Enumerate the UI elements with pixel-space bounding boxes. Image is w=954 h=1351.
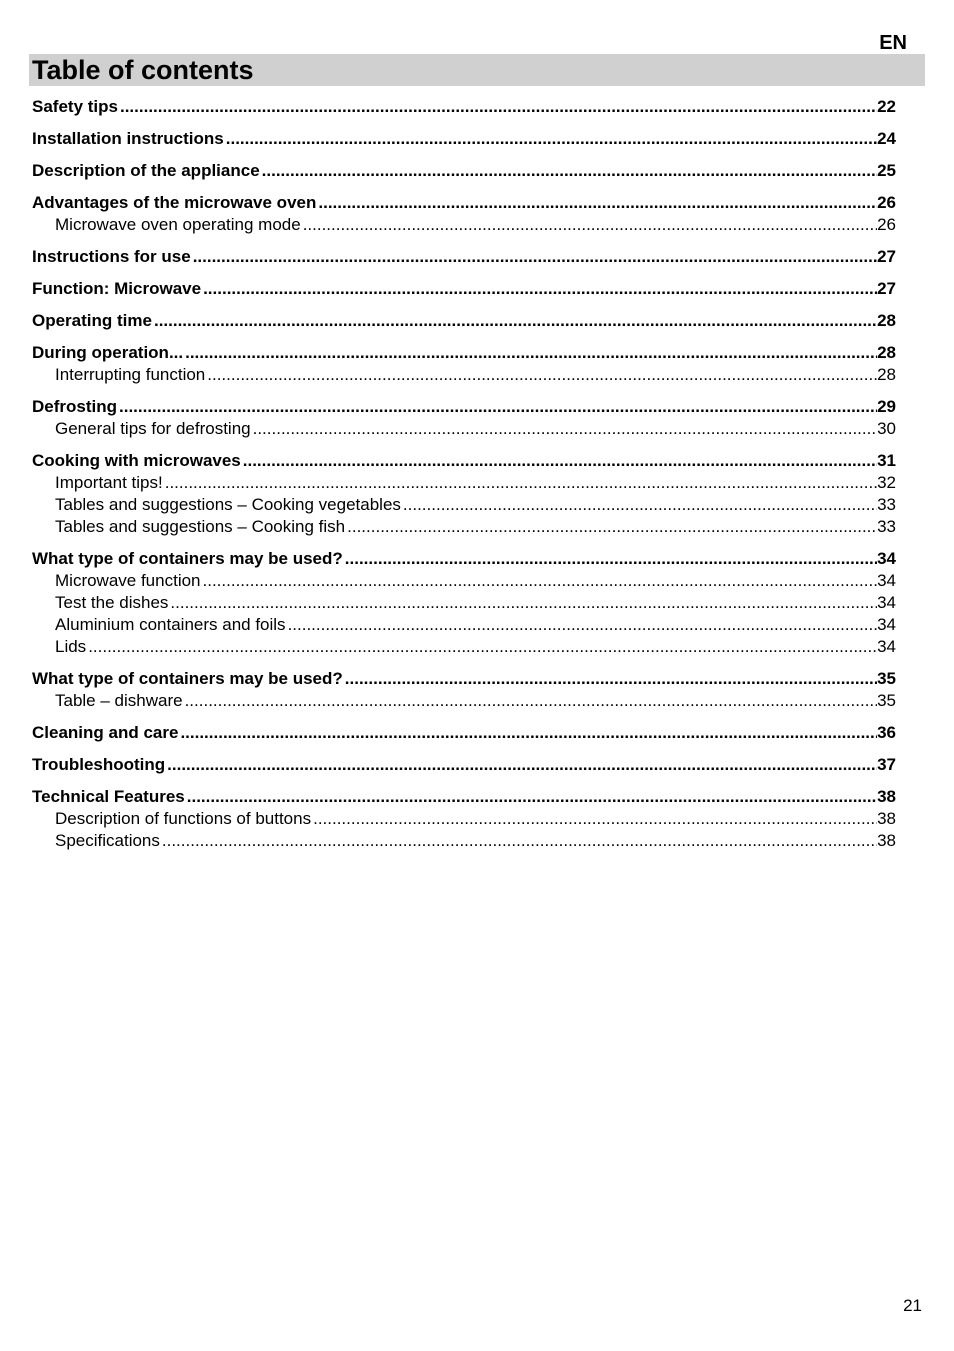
toc-entry-label: Microwave oven operating mode	[55, 215, 301, 234]
toc-entry[interactable]	[32, 548, 896, 570]
toc-entry-page: 28	[877, 365, 896, 384]
toc-entry[interactable]	[32, 310, 896, 332]
toc-entry[interactable]	[32, 396, 896, 418]
toc-subentry[interactable]	[32, 614, 896, 636]
toc-entry-label: Advantages of the microwave oven	[32, 193, 317, 212]
toc-entry-label: General tips for defrosting	[55, 419, 251, 438]
toc-entry-page: 34	[877, 637, 896, 656]
toc-entry-page: 35	[877, 691, 896, 710]
toc-entry[interactable]	[32, 160, 896, 182]
toc-entry-label: Instructions for use	[32, 247, 191, 266]
toc-entry-page: 22	[877, 97, 896, 116]
toc-entry-page: 34	[877, 593, 896, 612]
dot-leader	[118, 96, 877, 118]
toc-entry-label: Defrosting	[32, 397, 117, 416]
toc-entry-page: 38	[877, 809, 896, 828]
toc-entry[interactable]	[32, 246, 896, 268]
dot-leader	[183, 690, 878, 712]
dot-leader	[241, 450, 877, 472]
toc-subentry[interactable]	[32, 830, 896, 852]
dot-leader	[301, 214, 877, 236]
toc-entry-page: 30	[877, 419, 896, 438]
toc-entry[interactable]	[32, 722, 896, 744]
toc-entry[interactable]	[32, 128, 896, 150]
toc-subentry[interactable]	[32, 472, 896, 494]
toc-entry-label: Table – dishware	[55, 691, 183, 710]
dot-leader	[152, 310, 877, 332]
toc-entry[interactable]	[32, 668, 896, 690]
toc-entry[interactable]	[32, 96, 896, 118]
dot-leader	[251, 418, 877, 440]
toc-entry-page: 31	[877, 451, 896, 470]
dot-leader	[178, 722, 877, 744]
toc-subentry[interactable]	[32, 214, 896, 236]
toc-entry-page: 27	[877, 279, 896, 298]
toc-entry-label: Test the dishes	[55, 593, 169, 612]
title-bar	[29, 54, 925, 86]
dot-leader	[224, 128, 877, 150]
toc-subentry[interactable]	[32, 690, 896, 712]
toc-entry-label: During operation...	[32, 343, 184, 362]
toc-entry[interactable]	[32, 278, 896, 300]
toc-entry-label: What type of containers may be used?	[32, 669, 343, 688]
toc-entry-page: 33	[877, 517, 896, 536]
toc-entry-label: Cooking with microwaves	[32, 451, 241, 470]
dot-leader	[201, 570, 878, 592]
dot-leader	[345, 516, 877, 538]
toc-entry-page: 25	[877, 161, 896, 180]
toc-entry-label: Safety tips	[32, 97, 118, 116]
dot-leader	[311, 808, 877, 830]
toc-entry-page: 26	[877, 215, 896, 234]
toc-subentry[interactable]	[32, 636, 896, 658]
toc-entry-page: 36	[877, 723, 896, 742]
toc-subentry[interactable]	[32, 570, 896, 592]
table-of-contents	[32, 96, 896, 852]
toc-entry-label: Aluminium containers and foils	[55, 615, 286, 634]
toc-entry-label: Important tips!	[55, 473, 163, 492]
toc-subentry[interactable]	[32, 808, 896, 830]
toc-entry-page: 28	[877, 343, 896, 362]
dot-leader	[163, 472, 877, 494]
dot-leader	[260, 160, 877, 182]
dot-leader	[316, 192, 877, 214]
toc-entry-page: 26	[877, 193, 896, 212]
language-code: EN	[879, 32, 907, 54]
dot-leader	[183, 342, 877, 364]
toc-entry-page: 32	[877, 473, 896, 492]
page-number: 21	[903, 1296, 922, 1315]
toc-entry-page: 34	[877, 615, 896, 634]
toc-entry-label: Function: Microwave	[32, 279, 202, 298]
dot-leader	[201, 278, 877, 300]
toc-entry[interactable]	[32, 754, 896, 776]
dot-leader	[205, 364, 877, 386]
dot-leader	[185, 786, 877, 808]
toc-entry-page: 35	[877, 669, 896, 688]
toc-entry[interactable]	[32, 786, 896, 808]
toc-entry-label: Interrupting function	[55, 365, 206, 384]
toc-entry-label: Cleaning and care	[32, 723, 179, 742]
toc-entry-page: 38	[877, 831, 896, 850]
toc-entry-label: Operating time	[32, 311, 152, 330]
dot-leader	[343, 668, 877, 690]
dot-leader	[191, 246, 877, 268]
dot-leader	[286, 614, 878, 636]
toc-entry-label: Description of functions of buttons	[55, 809, 312, 828]
dot-leader	[165, 754, 877, 776]
dot-leader	[117, 396, 877, 418]
dot-leader	[401, 494, 877, 516]
toc-entry[interactable]	[32, 192, 896, 214]
toc-subentry[interactable]	[32, 516, 896, 538]
toc-entry-label: Lids	[55, 637, 87, 656]
toc-subentry[interactable]	[32, 364, 896, 386]
toc-entry-page: 24	[877, 129, 896, 148]
toc-entry-page: 38	[877, 787, 896, 806]
toc-entry-page: 27	[877, 247, 896, 266]
toc-entry-page: 28	[877, 311, 896, 330]
toc-entry-label: Tables and suggestions – Cooking fish	[55, 517, 346, 536]
toc-subentry[interactable]	[32, 494, 896, 516]
dot-leader	[86, 636, 877, 658]
toc-entry-page: 37	[877, 755, 896, 774]
toc-entry-label: Microwave function	[55, 571, 201, 590]
toc-entry-label: Tables and suggestions – Cooking vegetables	[55, 495, 401, 514]
toc-entry-page: 34	[877, 549, 896, 568]
toc-entry[interactable]	[32, 450, 896, 472]
dot-leader	[160, 830, 877, 852]
toc-entry-label: Specifications	[55, 831, 160, 850]
toc-entry[interactable]	[32, 342, 896, 364]
dot-leader	[343, 548, 877, 570]
toc-subentry[interactable]	[32, 418, 896, 440]
toc-entry-label: Technical Features	[32, 787, 185, 806]
toc-entry-label: What type of containers may be used?	[32, 549, 343, 568]
toc-entry-page: 29	[877, 397, 896, 416]
toc-entry-label: Description of the appliance	[32, 161, 260, 180]
toc-entry-page: 33	[877, 495, 896, 514]
toc-entry-page: 34	[877, 571, 896, 590]
toc-entry-label: Installation instructions	[32, 129, 224, 148]
dot-leader	[168, 592, 877, 614]
toc-subentry[interactable]	[32, 592, 896, 614]
page-title: Table of contents	[32, 55, 254, 85]
toc-entry-label: Troubleshooting	[32, 755, 166, 774]
